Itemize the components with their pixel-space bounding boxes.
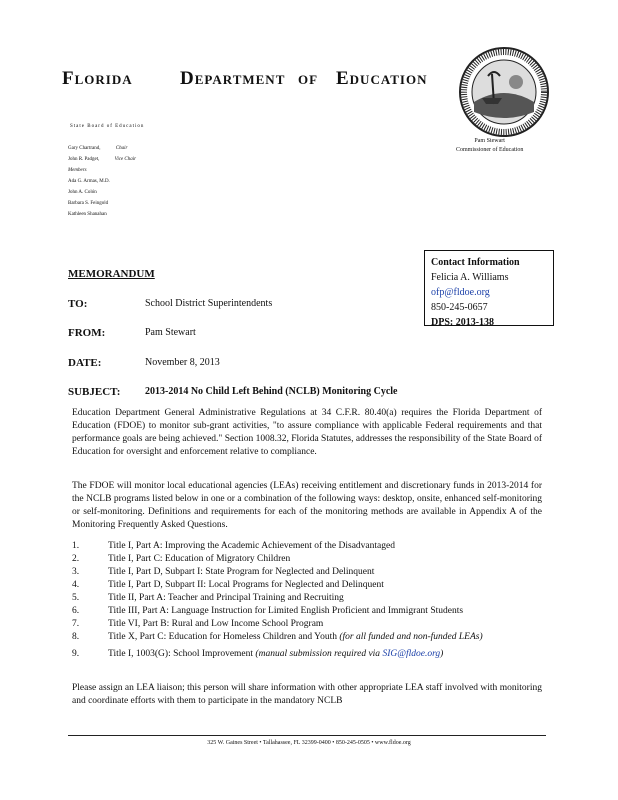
memo-heading: MEMORANDUM xyxy=(68,268,155,280)
title-word-department: Department xyxy=(180,68,286,89)
footer-address: 325 W. Gaines Street • Tallahassee, FL 32399-0400 • 850-245-0505 • www.fldoe.org xyxy=(207,740,411,746)
member-row: Kathleen Shanahan xyxy=(68,212,107,217)
member-row: John R. Padget, Vice Chair xyxy=(68,157,137,162)
contact-phone: 850-245-0657 xyxy=(431,302,488,313)
from-label: FROM: xyxy=(68,327,106,339)
member-row: Ada G. Armas, M.D. xyxy=(68,179,110,184)
paragraph-monitoring: The FDOE will monitor local educational agencies (LEAs) receiving entitlement and discretionary funds in 2013-2014 for the NCLB programs listed below in one or a combination of the following ways: desktop, onsite, enhanced self-monitoring or self-monitoring. Definitions and requirements for each of the monitoring methods are available in Appendix A of the Monitoring Frequently Asked Questions. xyxy=(72,481,542,530)
list-item: 6. Title III, Part A: Language Instruction for Limited English Proficient and Immigrant Students xyxy=(72,606,464,616)
dps-number: DPS: 2013-138 xyxy=(431,317,495,328)
member-row: Barbara S. Feingold xyxy=(68,201,109,206)
list-item: 8. Title X, Part C: Education for Homeless Children and Youth (for all funded and non-funded LEAs) xyxy=(72,632,483,642)
commissioner-block xyxy=(456,137,523,155)
list-item: 4. Title I, Part D, Subpart II: Local Programs for Neglected and Delinquent xyxy=(72,580,384,590)
contact-info-box xyxy=(424,250,554,326)
footer-divider xyxy=(68,735,546,736)
state-seal-icon xyxy=(458,46,550,138)
subject-label: SUBJECT: xyxy=(68,386,121,398)
list-item: 1. Title I, Part A: Improving the Academic Achievement of the Disadvantaged xyxy=(72,541,395,551)
subject-value: 2013-2014 No Child Left Behind (NCLB) Monitoring Cycle xyxy=(145,386,398,397)
board-label: State Board of Education xyxy=(70,124,145,129)
title-word-education: Education xyxy=(336,68,428,89)
list-item: 2. Title I, Part C: Education of Migratory Children xyxy=(72,554,291,564)
list-item: 7. Title VI, Part B: Rural and Low Income School Program xyxy=(72,619,324,629)
date-value: November 8, 2013 xyxy=(145,357,220,368)
commissioner-title: Commissioner of Education xyxy=(456,147,524,153)
member-row: Members xyxy=(68,168,87,173)
board-members xyxy=(68,146,136,223)
commissioner-name: Pam Stewart xyxy=(474,138,505,144)
title-word-of: of xyxy=(298,68,319,89)
department-title xyxy=(62,68,428,90)
contact-email-link[interactable]: ofp@fldoe.org xyxy=(431,287,490,298)
list-item: 9. Title I, 1003(G): School Improvement (manual submission required via SIG@fldoe.org) xyxy=(72,649,444,659)
date-label: DATE: xyxy=(68,357,102,369)
list-item: 3. Title I, Part D, Subpart I: State Program for Neglected and Delinquent xyxy=(72,567,375,577)
contact-title: Contact Information xyxy=(431,257,520,268)
list-item: 5. Title II, Part A: Teacher and Principal Training and Recruiting xyxy=(72,593,344,603)
program-list xyxy=(72,540,542,661)
sig-email-link[interactable]: SIG@fldoe.org xyxy=(382,649,441,659)
paragraph-regulations: Education Department General Administrative Regulations at 34 C.F.R. 80.40(a) requires the Florida Department of Education (FDOE) to monitor sub-grant activities, "to assure compliance with applicable Federal requirements and that performance goals are being achieved." Section 1008.32, Florida Statutes, addresses the responsibility of the State Board of Education for oversight and enforcement relative to compliance. xyxy=(72,408,542,457)
member-row: John A. Colón xyxy=(68,190,97,195)
to-value: School District Superintendents xyxy=(145,298,273,309)
to-label: TO: xyxy=(68,298,88,310)
contact-name: Felicia A. Williams xyxy=(431,272,509,283)
paragraph-liaison: Please assign an LEA liaison; this person will share information with other appropriate LEA staff involved with monitoring and coordinate efforts with them to participate in the mandatory NCLB xyxy=(72,683,542,706)
from-value: Pam Stewart xyxy=(145,327,196,338)
title-word-florida: Florida xyxy=(62,68,133,89)
member-row: Gary Chartrand, Chair xyxy=(68,146,128,151)
